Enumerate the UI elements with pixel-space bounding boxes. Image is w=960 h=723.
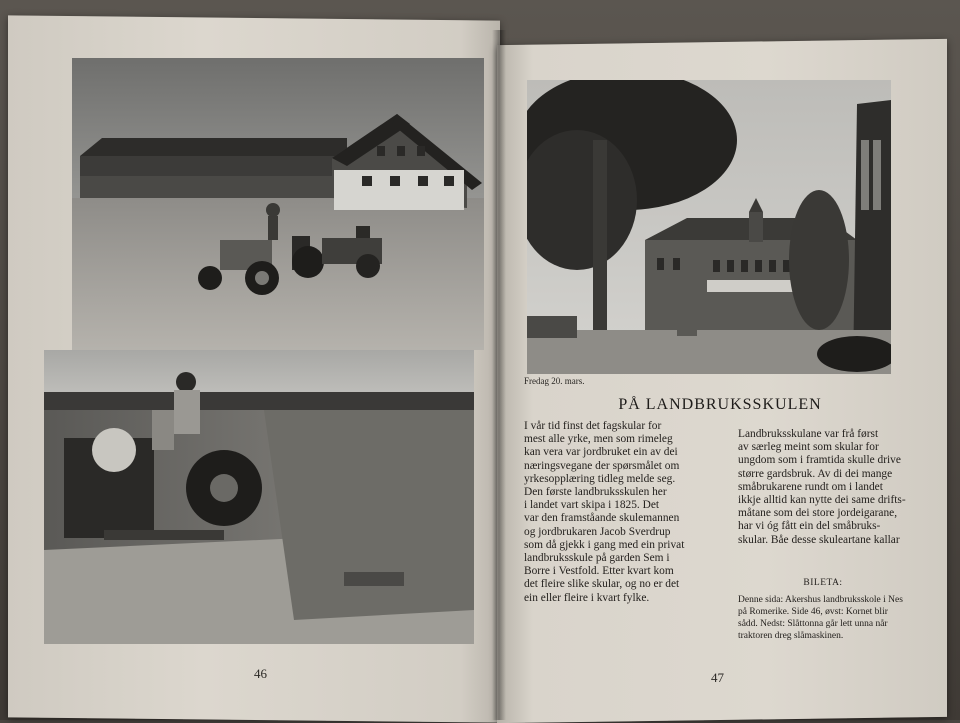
column-1-line: ein eller fleire i kvart fylke. <box>524 591 650 604</box>
column-2-line: ikkje alltid kan nytte dei same drifts- <box>738 494 906 507</box>
photo-tractor-sowing <box>72 58 484 350</box>
photo-tractor-mowing <box>44 350 474 644</box>
column-1-line: landbruksskule på garden Sem i <box>524 552 670 565</box>
column-1-line: yrkesopplæring tidleg melde seg. <box>524 472 676 485</box>
article-heading: PÅ LANDBRUKSSKULEN <box>618 396 822 413</box>
column-2-line: småbrukarene rundt om i landet <box>738 480 883 493</box>
column-2-line: måtane som dei store jordeigarane, <box>738 507 898 520</box>
page-number-right: 47 <box>711 670 724 685</box>
column-1-line: Borre i Vestfold. Etter kvart kom <box>524 565 674 578</box>
column-2-line: Landbruksskulane var frå først <box>738 428 879 440</box>
book-gutter <box>492 30 506 720</box>
column-2-line: ungdom som i framtida skulle drive <box>738 454 901 467</box>
bileta-line: Denne sida: Akershus landbruksskole i Nes <box>738 595 903 605</box>
article-column-2 <box>738 428 908 547</box>
article-column-1 <box>524 420 716 605</box>
column-1-line: næringsvegane der spørsmålet om <box>524 459 680 472</box>
bileta-title: BILETA: <box>803 578 843 588</box>
column-1-line: Den første landbruksskulen her <box>524 486 667 499</box>
column-1-line: kan vera var jordbruket ein av dei <box>524 446 678 459</box>
page-number-left: 46 <box>254 666 267 681</box>
bileta-line: på Romerike. Side 46, øvst: Kornet blir <box>738 607 888 617</box>
column-1-line: var den framståande skulemannen <box>524 512 680 525</box>
bileta-captions <box>738 594 910 642</box>
photo-agricultural-school <box>527 80 891 374</box>
column-1-line: I vår tid finst det fagskular for <box>524 420 662 432</box>
column-2-line: skular. Båe desse skuleartane kallar <box>738 533 900 546</box>
column-1-line: som då gjekk i gang med ein privat <box>524 538 685 551</box>
column-2-line: har vi óg fått ein del småbruks- <box>738 520 881 533</box>
column-1-line: i landet vart skipa i 1825. Det <box>524 499 660 512</box>
column-2-line: av særleg meint som skular for <box>738 441 879 454</box>
column-1-line: og jordbrukaren Jacob Sverdrup <box>524 525 671 538</box>
bileta-line: sådd. Nedst: Slåttonna går lett unna når <box>738 619 888 629</box>
column-1-line: det fleire slike skular, og no er det <box>524 578 680 591</box>
bileta-line: traktoren dreg slåmaskinen. <box>738 631 844 641</box>
column-1-line: mest alle yrke, men som rimeleg <box>524 433 673 446</box>
column-2-line: større gardsbruk. Av di dei mange <box>738 467 893 480</box>
photo-date-caption: Fredag 20. mars. <box>524 376 585 386</box>
